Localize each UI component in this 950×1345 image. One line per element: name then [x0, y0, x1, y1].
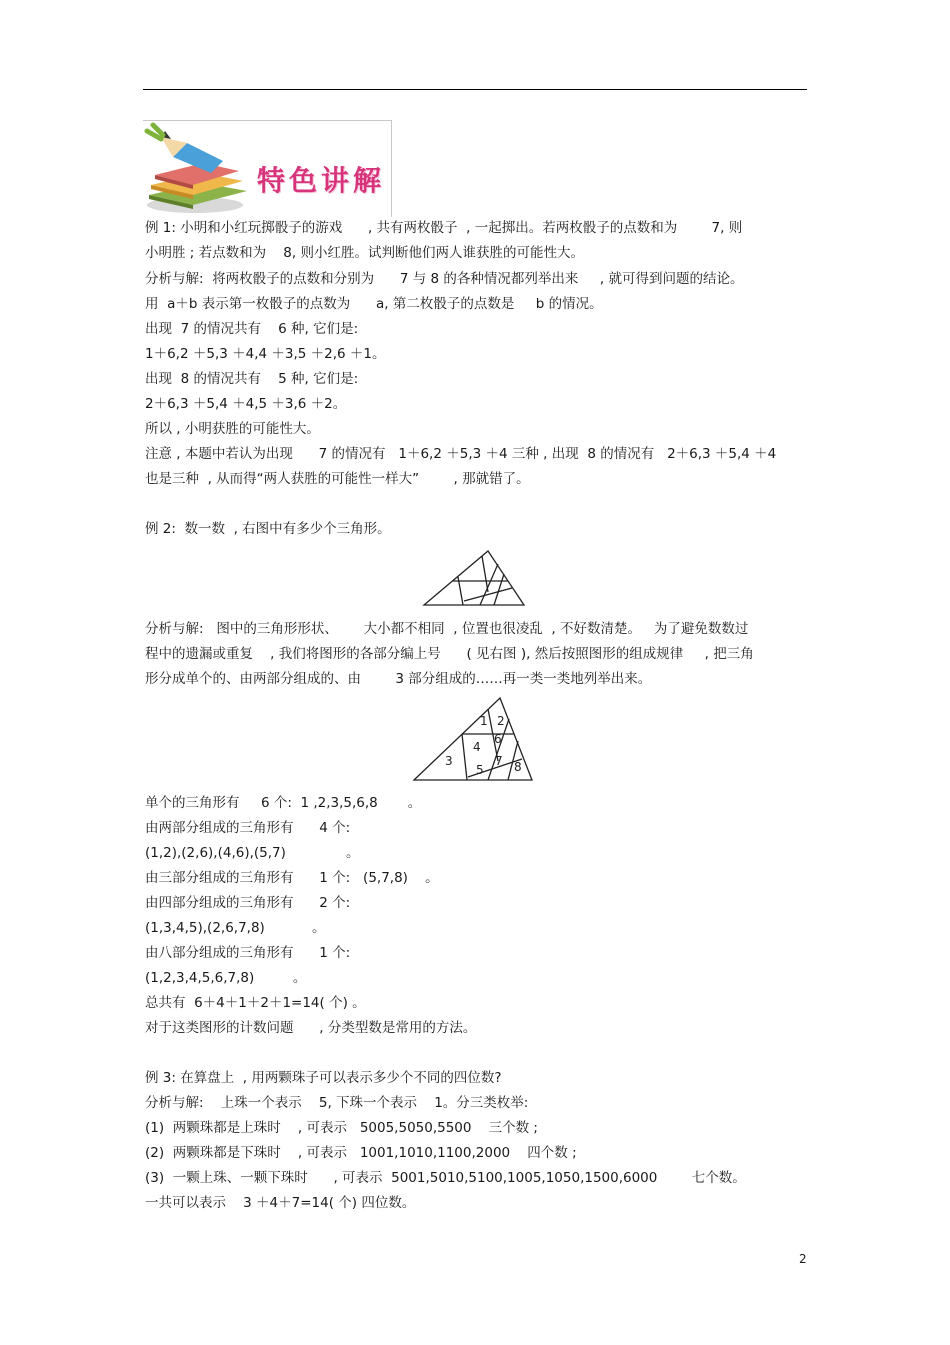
text-line: 例 1: 小明和小红玩掷骰子的游戏 , 共有两枚骰子 , 一起掷出。若两枚骰子的点数和为 7, 则	[145, 220, 743, 236]
region-label: 7	[495, 754, 503, 768]
text-line: 由四部分组成的三角形有 2 个:	[145, 895, 351, 911]
text-line: (1,2),(2,6),(4,6),(5,7) 。	[145, 845, 360, 861]
region-label: 8	[514, 760, 522, 774]
text-line: 例 2: 数一数 , 右图中有多少个三角形。	[145, 521, 391, 537]
numbered-triangle-figure	[410, 695, 536, 783]
text-line: 分析与解: 图中的三角形形状、 大小都不相同 , 位置也很凌乱 , 不好数清楚。 为了避免数数过	[145, 621, 749, 637]
page-number: 2	[799, 1252, 807, 1266]
region-label: 6	[494, 732, 502, 746]
text-line: 形分成单个的、由两部分组成的、由 3 部分组成的……再一类一类地列举出来。	[145, 671, 652, 687]
text-line: (1,3,4,5),(2,6,7,8) 。	[145, 920, 326, 936]
region-label: 2	[497, 714, 505, 728]
text-line: 单个的三角形有 6 个: 1 ,2,3,5,6,8 。	[145, 795, 422, 811]
text-line: 总共有 6＋4＋1＋2＋1=14( 个) 。	[145, 995, 366, 1011]
text-line: (1) 两颗珠都是上珠时 , 可表示 5005,5050,5500 三个数 ;	[145, 1120, 538, 1136]
text-line: 出现 7 的情况共有 6 种, 它们是:	[145, 321, 359, 337]
text-line: 用 a＋b 表示第一枚骰子的点数为 a, 第二枚骰子的点数是 b 的情况。	[145, 296, 603, 312]
region-label: 5	[476, 763, 484, 777]
text-line: 所以 , 小明获胜的可能性大。	[145, 421, 320, 437]
section-banner	[143, 120, 392, 217]
region-label: 4	[473, 740, 481, 754]
banner-title: 特色讲解	[257, 164, 386, 197]
text-line: 出现 8 的情况共有 5 种, 它们是:	[145, 371, 359, 387]
region-label: 3	[445, 754, 453, 768]
header-rule	[143, 89, 807, 90]
text-line: (3) 一颗上珠、一颗下珠时 , 可表示 5001,5010,5100,1005,1050,1500,6000 七个数。	[145, 1170, 746, 1186]
text-line: 程中的遗漏或重复 , 我们将图形的各部分编上号 ( 见右图 ), 然后按照图形的组成规律 , 把三角	[145, 646, 754, 662]
text-line: 例 3: 在算盘上 , 用两颗珠子可以表示多少个不同的四位数?	[145, 1070, 502, 1086]
text-line: 一共可以表示 3 ＋4＋7=14( 个) 四位数。	[145, 1195, 416, 1211]
text-line: 分析与解: 将两枚骰子的点数和分别为 7 与 8 的各种情况都列举出来 , 就可得到问题的结论。	[145, 271, 744, 287]
text-line: 也是三种 , 从而得“两人获胜的可能性一样大” , 那就错了。	[145, 471, 530, 487]
text-line: 由八部分组成的三角形有 1 个:	[145, 945, 351, 961]
region-label: 1	[480, 714, 488, 728]
text-line: 注意 , 本题中若认为出现 7 的情况有 1＋6,2 ＋5,3 ＋4 三种 , 出现 8 的情况有 2＋6,3 ＋5,4 ＋4	[145, 446, 777, 462]
text-line: (2) 两颗珠都是下珠时 , 可表示 1001,1010,1100,2000 四个数 ;	[145, 1145, 577, 1161]
text-line: 对于这类图形的计数问题 , 分类型数是常用的方法。	[145, 1020, 477, 1036]
text-line: 小明胜 ; 若点数和为 8, 则小红胜。试判断他们两人谁获胜的可能性大。	[145, 245, 584, 261]
books-pencil-icon	[143, 121, 255, 217]
text-line: (1,2,3,4,5,6,7,8) 。	[145, 970, 307, 986]
text-line: 2＋6,3 ＋5,4 ＋4,5 ＋3,6 ＋2。	[145, 396, 347, 412]
text-line: 由两部分组成的三角形有 4 个:	[145, 820, 351, 836]
text-line: 1＋6,2 ＋5,3 ＋4,4 ＋3,5 ＋2,6 ＋1。	[145, 346, 386, 362]
text-line: 分析与解: 上珠一个表示 5, 下珠一个表示 1。分三类枚举:	[145, 1095, 529, 1111]
triangle-figure	[420, 548, 526, 608]
text-line: 由三部分组成的三角形有 1 个: (5,7,8) 。	[145, 870, 439, 886]
